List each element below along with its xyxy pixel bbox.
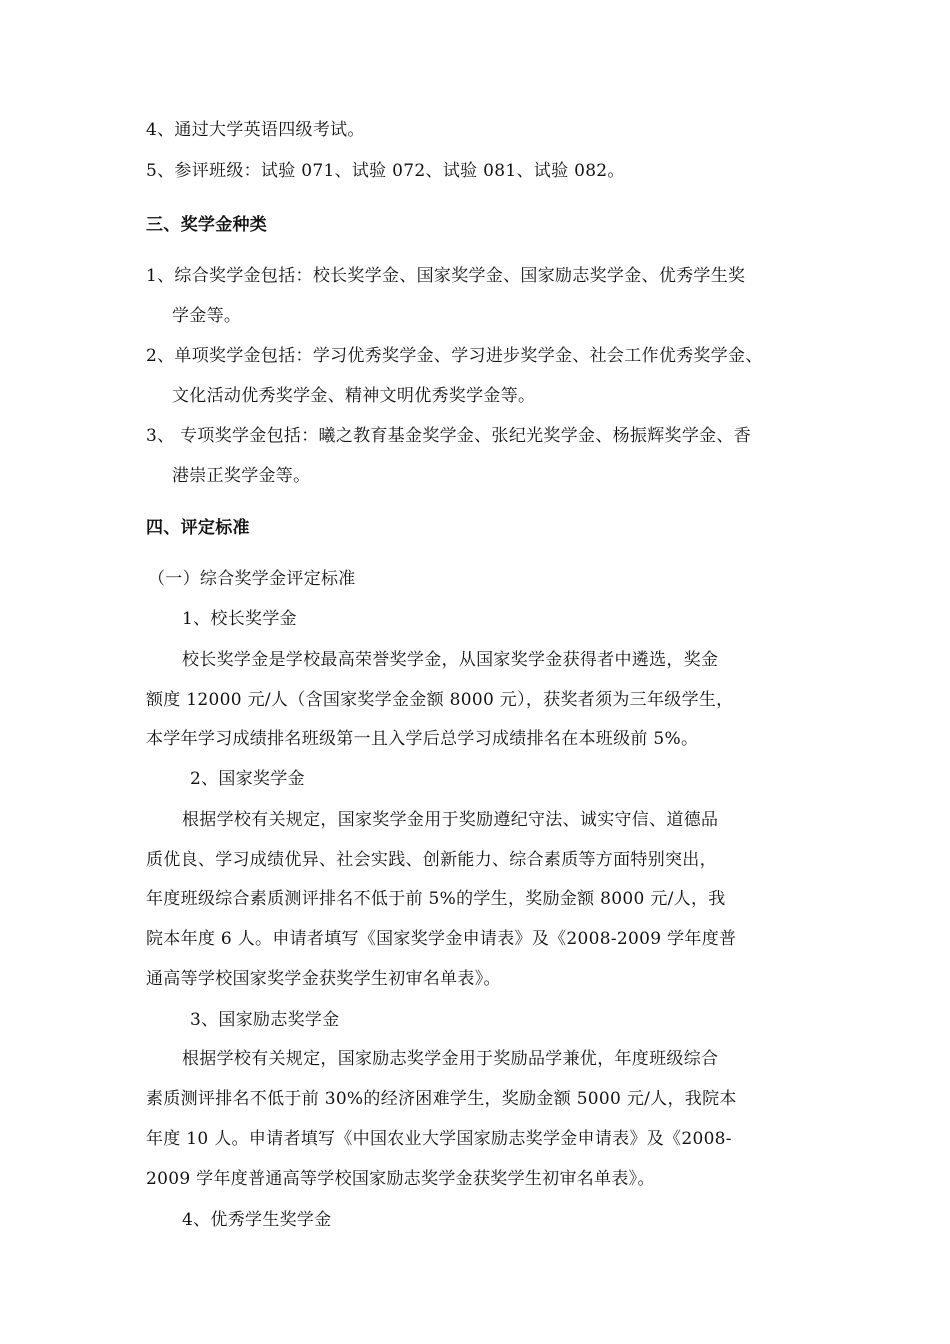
text-line: 本学年学习成绩排名班级第一且入学后总学习成绩排名在本班级前 5%。 xyxy=(146,729,699,749)
item-heading: 1、校长奖学金 xyxy=(182,609,297,629)
text-line: 5、参评班级：试验 071、试验 072、试验 081、试验 082。 xyxy=(146,161,625,181)
text-line: 学金等。 xyxy=(172,306,242,326)
text-line: 通高等学校国家奖学金获奖学生初审名单表》。 xyxy=(146,969,501,989)
text-line: 院本年度 6 人。申请者填写《国家奖学金申请表》及《2008-2009 学年度普 xyxy=(146,929,737,949)
item-heading: 2、国家奖学金 xyxy=(190,769,305,789)
text-line: 根据学校有关规定，国家奖学金用于奖励遵纪守法、诚实守信、道德品 xyxy=(182,810,719,830)
section-heading-3: 三、奖学金种类 xyxy=(146,215,268,235)
text-line: 1、综合奖学金包括：校长奖学金、国家奖学金、国家励志奖学金、优秀学生奖 xyxy=(146,266,746,286)
text-line: 年度 10 人。申请者填写《中国农业大学国家励志奖学金申请表》及《2008- xyxy=(146,1129,732,1149)
text-line: 2、单项奖学金包括：学习优秀奖学金、学习进步奖学金、社会工作优秀奖学金、 xyxy=(146,346,763,366)
subsection-heading: （一）综合奖学金评定标准 xyxy=(148,569,356,589)
text-line: 素质测评排名不低于前 30%的经济困难学生，奖励金额 5000 元/人，我院本 xyxy=(146,1089,737,1109)
text-line: 3、 专项奖学金包括：曦之教育基金奖学金、张纪光奖学金、杨振辉奖学金、香 xyxy=(146,426,752,446)
text-line: 校长奖学金是学校最高荣誉奖学金，从国家奖学金获得者中遴选，奖金 xyxy=(182,650,719,670)
item-heading: 3、国家励志奖学金 xyxy=(190,1010,340,1030)
text-line: 根据学校有关规定，国家励志奖学金用于奖励品学兼优，年度班级综合 xyxy=(182,1049,719,1069)
text-line: 额度 12000 元/人（含国家奖学金金额 8000 元），获奖者须为三年级学生， xyxy=(146,690,734,710)
text-line: 文化活动优秀奖学金、精神文明优秀奖学金等。 xyxy=(172,386,536,406)
text-line: 质优良、学习成绩优异、社会实践、创新能力、综合素质等方面特别突出， xyxy=(146,850,717,870)
section-heading-4: 四、评定标准 xyxy=(146,518,250,538)
text-line: 年度班级综合素质测评排名不低于前 5%的学生，奖励金额 8000 元/人，我 xyxy=(146,889,726,909)
item-heading: 4、优秀学生奖学金 xyxy=(182,1210,332,1230)
text-line: 4、通过大学英语四级考试。 xyxy=(146,120,365,140)
text-line: 2009 学年度普通高等学校国家励志奖学金获奖学生初审名单表》。 xyxy=(146,1169,655,1189)
text-line: 港崇正奖学金等。 xyxy=(172,466,311,486)
